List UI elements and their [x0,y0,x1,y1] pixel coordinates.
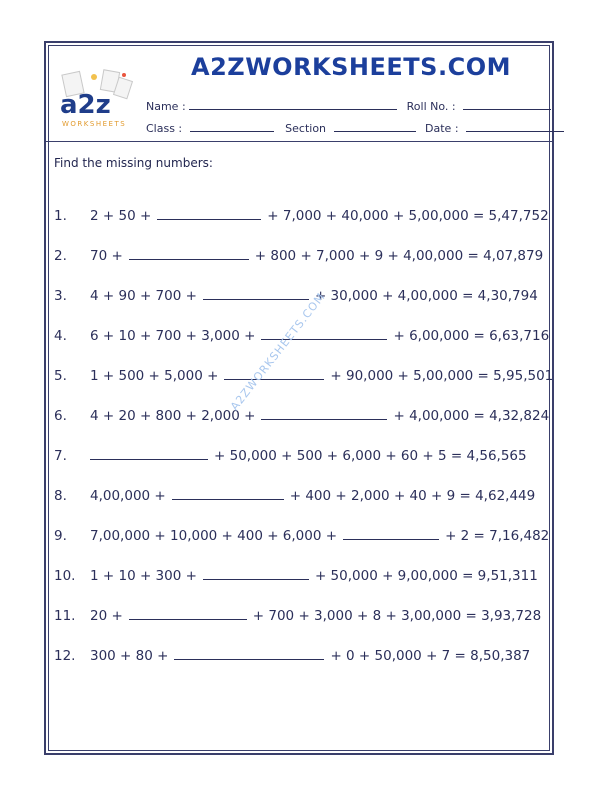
question-11 [54,607,541,624]
question-suffix: + 90,000 + 5,00,000 = 5,95,501 [330,368,554,384]
question-prefix: 20 + [90,608,123,624]
header-divider [46,141,552,142]
name-field[interactable] [189,99,397,110]
question-prefix: 1 + 10 + 300 + [90,568,197,584]
question-3 [54,287,538,304]
class-label: Class : [146,122,183,135]
class-row [146,121,564,135]
question-number: 3. [54,288,67,304]
question-suffix: + 2 = 7,16,482 [445,528,550,544]
question-suffix: + 50,000 + 500 + 6,000 + 60 + 5 = 4,56,565 [214,448,527,464]
name-row [146,99,551,113]
class-field[interactable] [190,121,274,132]
question-number: 1. [54,208,67,224]
question-prefix: 70 + [90,248,123,264]
question-12 [54,647,530,664]
question-5 [54,367,553,384]
answer-blank[interactable] [224,367,324,380]
question-suffix: + 700 + 3,000 + 8 + 3,00,000 = 3,93,728 [252,608,542,624]
inner-border [48,45,550,751]
answer-blank[interactable] [90,447,208,460]
question-1 [54,207,549,224]
question-number: 11. [54,608,76,624]
answer-blank[interactable] [129,247,249,260]
question-8 [54,487,535,504]
answer-blank[interactable] [129,607,247,620]
question-number: 10. [54,568,76,584]
question-number: 4. [54,328,67,344]
question-prefix: 7,00,000 + 10,000 + 400 + 6,000 + [90,528,338,544]
question-suffix: + 400 + 2,000 + 40 + 9 = 4,62,449 [289,488,536,504]
question-suffix: + 0 + 50,000 + 7 = 8,50,387 [330,648,531,664]
date-label: Date : [425,122,459,135]
question-prefix: 4 + 90 + 700 + [90,288,197,304]
date-field[interactable] [466,121,564,132]
answer-blank[interactable] [172,487,284,500]
question-prefix: 6 + 10 + 700 + 3,000 + [90,328,256,344]
question-prefix: 300 + 80 + [90,648,169,664]
answer-blank[interactable] [203,287,309,300]
question-number: 9. [54,528,67,544]
question-prefix: 4 + 20 + 800 + 2,000 + [90,408,256,424]
svg-text:WORKSHEETS: WORKSHEETS [62,120,127,128]
answer-blank[interactable] [343,527,439,540]
question-suffix: + 7,000 + 40,000 + 5,00,000 = 5,47,752 [267,208,549,224]
question-number: 5. [54,368,67,384]
question-number: 7. [54,448,67,464]
question-suffix: + 4,00,000 = 4,32,824 [393,408,550,424]
question-suffix: + 30,000 + 4,00,000 = 4,30,794 [314,288,538,304]
instruction-text: Find the missing numbers: [54,156,213,170]
question-2 [54,247,543,264]
worksheet-page [44,41,554,755]
question-6 [54,407,549,424]
question-prefix: 2 + 50 + [90,208,152,224]
section-field[interactable] [334,121,416,132]
roll-label: Roll No. : [406,100,456,113]
section-label: Section [285,122,327,135]
site-title: A2ZWORKSHEETS.COM [191,53,511,81]
question-prefix: 1 + 500 + 5,000 + [90,368,219,384]
question-prefix: 4,00,000 + [90,488,166,504]
question-9 [54,527,549,544]
question-number: 12. [54,648,76,664]
question-number: 2. [54,248,67,264]
a2z-logo [54,69,138,129]
question-suffix: + 800 + 7,000 + 9 + 4,00,000 = 4,07,879 [254,248,544,264]
question-number: 8. [54,488,67,504]
answer-blank[interactable] [203,567,309,580]
name-label: Name : [146,100,186,113]
answer-blank[interactable] [174,647,324,660]
question-suffix: + 50,000 + 9,00,000 = 9,51,311 [314,568,538,584]
answer-blank[interactable] [261,407,387,420]
question-number: 6. [54,408,67,424]
question-7 [54,447,527,464]
roll-field[interactable] [463,99,551,110]
svg-text:a2z: a2z [60,90,111,120]
question-suffix: + 6,00,000 = 6,63,716 [393,328,550,344]
answer-blank[interactable] [157,207,261,220]
watermark: A2ZWORKSHEETS.COM [228,290,328,414]
question-10 [54,567,538,584]
